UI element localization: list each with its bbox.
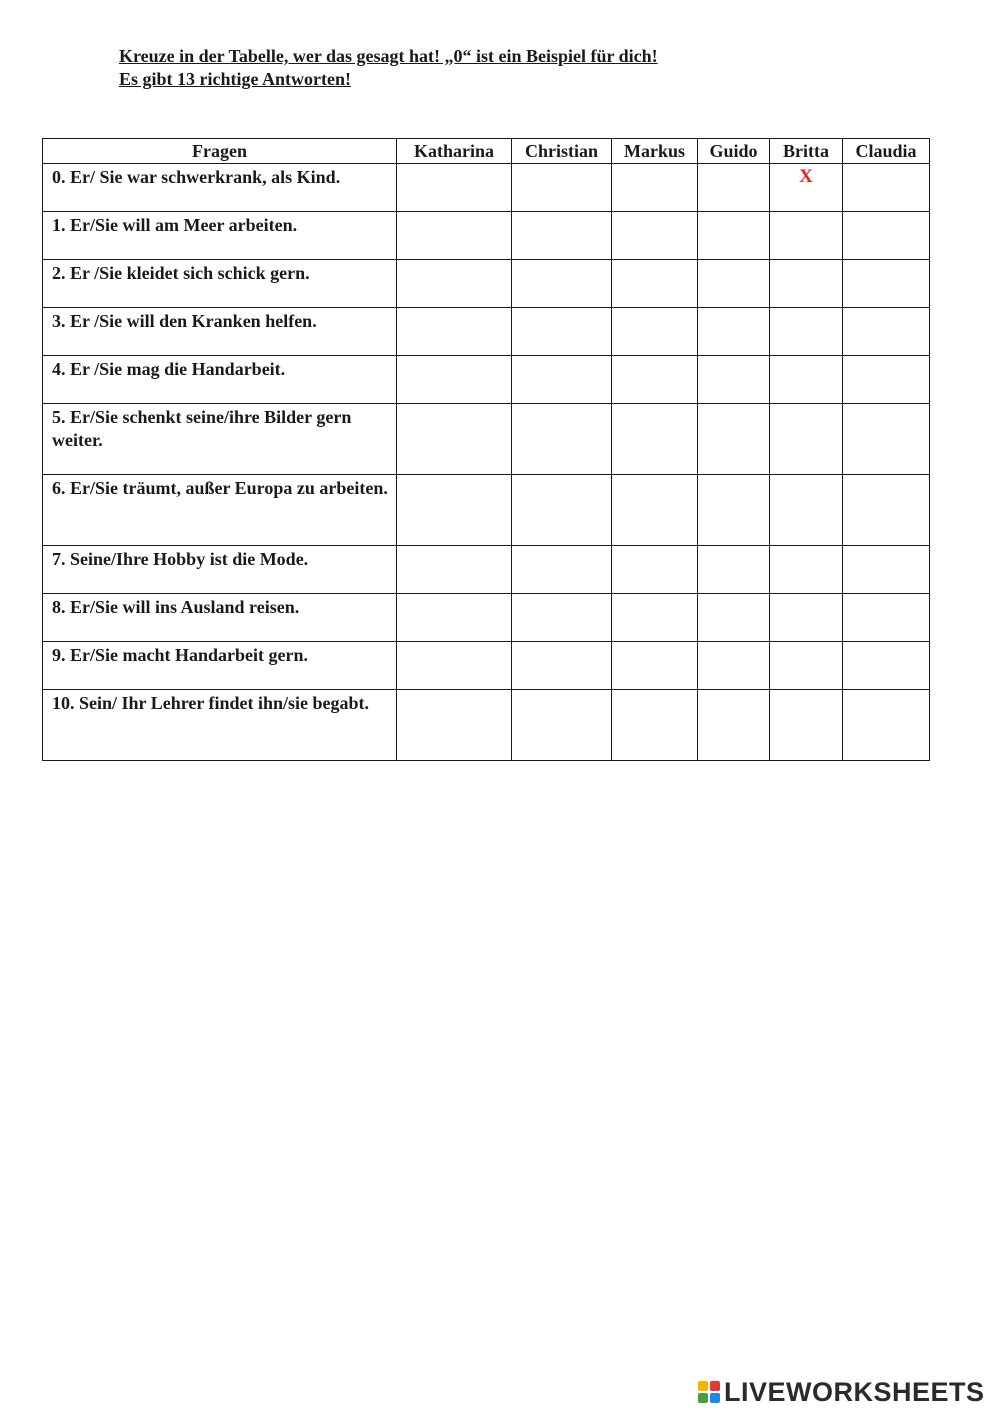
answer-cell[interactable] (843, 212, 930, 260)
answer-cell[interactable] (770, 475, 843, 546)
answer-cell[interactable] (612, 356, 698, 404)
answer-cell[interactable] (770, 164, 843, 212)
answer-cell[interactable] (512, 308, 612, 356)
table-row (43, 642, 930, 690)
answer-cell[interactable] (770, 356, 843, 404)
answer-cell[interactable] (770, 690, 843, 761)
answer-cell[interactable] (512, 260, 612, 308)
column-header-katharina: Katharina (397, 139, 512, 164)
answer-cell[interactable] (770, 546, 843, 594)
instruction-line-2: Es gibt 13 richtige Antworten! (119, 69, 351, 89)
answer-cell[interactable] (612, 260, 698, 308)
header-row (43, 139, 930, 164)
table-row (43, 260, 930, 308)
answer-cell[interactable] (843, 594, 930, 642)
logo-square (710, 1381, 720, 1391)
answer-cell[interactable] (397, 546, 512, 594)
answer-cell[interactable] (397, 308, 512, 356)
liveworksheets-brand (698, 1377, 985, 1407)
answer-cell[interactable] (843, 260, 930, 308)
example-mark: X (799, 166, 813, 187)
table-row (43, 308, 930, 356)
question-cell: 8. Er/Sie will ins Ausland reisen. (43, 594, 397, 642)
table-row (43, 356, 930, 404)
answer-cell[interactable] (612, 475, 698, 546)
answer-cell[interactable] (512, 164, 612, 212)
answer-cell[interactable] (698, 404, 770, 475)
question-cell: 0. Er/ Sie war schwerkrank, als Kind. (43, 164, 397, 212)
answer-cell[interactable] (698, 475, 770, 546)
logo-square (698, 1393, 708, 1403)
answer-cell[interactable] (612, 690, 698, 761)
answer-cell[interactable] (770, 260, 843, 308)
answer-cell[interactable] (770, 404, 843, 475)
table-row (43, 475, 930, 546)
answer-cell[interactable] (512, 475, 612, 546)
table-row (43, 690, 930, 761)
question-cell: 7. Seine/Ihre Hobby ist die Mode. (43, 546, 397, 594)
answer-cell[interactable] (512, 546, 612, 594)
answer-cell[interactable] (698, 164, 770, 212)
answer-cell[interactable] (397, 594, 512, 642)
question-cell: 6. Er/Sie träumt, außer Europa zu arbeiten. (43, 475, 397, 546)
answer-cell[interactable] (698, 594, 770, 642)
answer-cell[interactable] (512, 356, 612, 404)
answer-cell[interactable] (698, 260, 770, 308)
logo-square (698, 1381, 708, 1391)
answer-cell[interactable] (770, 594, 843, 642)
answer-cell[interactable] (770, 212, 843, 260)
instructions (119, 45, 658, 91)
question-cell: 9. Er/Sie macht Handarbeit gern. (43, 642, 397, 690)
question-cell: 10. Sein/ Ihr Lehrer findet ihn/sie begabt. (43, 690, 397, 761)
column-header-guido: Guido (698, 139, 770, 164)
answer-cell[interactable] (843, 404, 930, 475)
answer-cell[interactable] (843, 546, 930, 594)
liveworksheets-logo-icon (698, 1381, 720, 1403)
answer-cell[interactable] (397, 690, 512, 761)
answer-cell[interactable] (512, 404, 612, 475)
answer-cell[interactable] (698, 308, 770, 356)
question-cell: 1. Er/Sie will am Meer arbeiten. (43, 212, 397, 260)
answer-cell[interactable] (512, 690, 612, 761)
question-cell: 2. Er /Sie kleidet sich schick gern. (43, 260, 397, 308)
answer-cell[interactable] (843, 642, 930, 690)
answer-cell[interactable] (512, 642, 612, 690)
question-cell: 5. Er/Sie schenkt seine/ihre Bilder gern weiter. (43, 404, 397, 475)
answer-cell[interactable] (843, 475, 930, 546)
answer-cell[interactable] (612, 164, 698, 212)
logo-square (710, 1393, 720, 1403)
question-cell: 3. Er /Sie will den Kranken helfen. (43, 308, 397, 356)
column-header-markus: Markus (612, 139, 698, 164)
answer-cell[interactable] (397, 212, 512, 260)
answer-cell[interactable] (397, 404, 512, 475)
answer-cell[interactable] (843, 690, 930, 761)
answer-cell[interactable] (698, 212, 770, 260)
answer-cell[interactable] (770, 642, 843, 690)
answer-cell[interactable] (397, 260, 512, 308)
answer-cell[interactable] (612, 212, 698, 260)
answer-cell[interactable] (512, 212, 612, 260)
brand-wordmark: LIVEWORKSHEETS (724, 1377, 985, 1407)
answer-cell[interactable] (397, 475, 512, 546)
answer-cell[interactable] (397, 164, 512, 212)
answer-cell[interactable] (770, 308, 843, 356)
answer-cell[interactable] (612, 404, 698, 475)
answer-cell[interactable] (512, 594, 612, 642)
table-row (43, 164, 930, 212)
column-header-claudia: Claudia (843, 139, 930, 164)
answer-cell[interactable] (843, 356, 930, 404)
answer-cell[interactable] (612, 642, 698, 690)
table-row (43, 212, 930, 260)
answer-cell[interactable] (698, 356, 770, 404)
answer-table (42, 138, 930, 761)
table-row (43, 546, 930, 594)
answer-cell[interactable] (698, 642, 770, 690)
answer-cell[interactable] (698, 690, 770, 761)
answer-cell[interactable] (397, 642, 512, 690)
table-row (43, 404, 930, 475)
column-header-britta: Britta (770, 139, 843, 164)
question-cell: 4. Er /Sie mag die Handarbeit. (43, 356, 397, 404)
answer-cell[interactable] (397, 356, 512, 404)
instruction-line-1: Kreuze in der Tabelle, wer das gesagt hat! „0“ ist ein Beispiel für dich! (119, 46, 658, 66)
answer-cell[interactable] (843, 164, 930, 212)
column-header-christian: Christian (512, 139, 612, 164)
answer-cell[interactable] (698, 546, 770, 594)
column-header-fragen: Fragen (43, 139, 397, 164)
answer-cell[interactable] (612, 308, 698, 356)
answer-cell[interactable] (612, 594, 698, 642)
answer-cell[interactable] (843, 308, 930, 356)
table-row (43, 594, 930, 642)
answer-cell[interactable] (612, 546, 698, 594)
